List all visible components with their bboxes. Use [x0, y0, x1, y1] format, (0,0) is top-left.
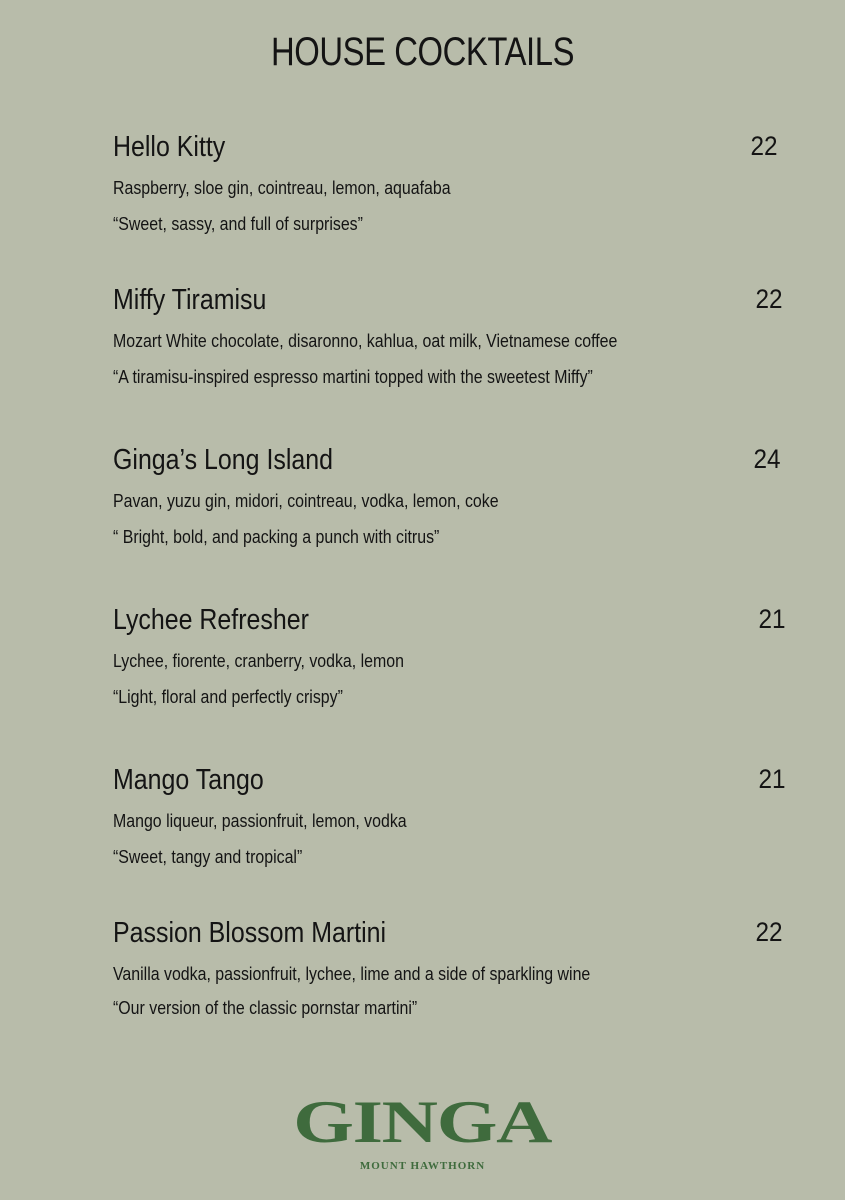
- item-name: Hello Kitty: [113, 131, 226, 163]
- item-name: Lychee Refresher: [113, 604, 309, 636]
- item-ingredients: Vanilla vodka, passionfruit, lychee, lime and a side of sparkling wine: [113, 963, 591, 984]
- item-tagline: “Light, floral and perfectly crispy”: [113, 686, 343, 707]
- item-tagline: “A tiramisu-inspired espresso martini topped with the sweetest Miffy”: [113, 366, 593, 387]
- item-tagline: “ Bright, bold, and packing a punch with citrus”: [113, 526, 440, 547]
- item-price: 22: [750, 131, 778, 161]
- item-tagline: “Sweet, tangy and tropical”: [113, 846, 303, 867]
- item-ingredients: Pavan, yuzu gin, midori, cointreau, vodka, lemon, coke: [113, 490, 499, 511]
- item-name: Mango Tango: [113, 764, 264, 796]
- item-ingredients: Raspberry, sloe gin, cointreau, lemon, aquafaba: [113, 177, 451, 198]
- item-name: Ginga’s Long Island: [113, 444, 334, 476]
- item-ingredients: Mango liqueur, passionfruit, lemon, vodka: [113, 810, 407, 831]
- item-name: Miffy Tiramisu: [113, 284, 267, 316]
- item-price: 21: [758, 604, 786, 634]
- item-name: Passion Blossom Martini: [113, 917, 387, 949]
- logo-location: MOUNT HAWTHORN: [359, 1160, 486, 1172]
- item-price: 22: [755, 917, 783, 947]
- logo-wordmark: GINGA: [293, 1089, 552, 1155]
- item-tagline: “Sweet, sassy, and full of surprises”: [113, 213, 363, 234]
- item-price: 24: [753, 444, 781, 474]
- item-tagline: “Our version of the classic pornstar martini”: [113, 997, 418, 1018]
- item-ingredients: Mozart White chocolate, disaronno, kahlua, oat milk, Vietnamese coffee: [113, 330, 618, 351]
- ginga-logo: [0, 1089, 845, 1172]
- item-price: 22: [755, 284, 783, 314]
- item-price: 21: [758, 764, 786, 794]
- item-ingredients: Lychee, fiorente, cranberry, vodka, lemon: [113, 650, 404, 671]
- page-title: HOUSE COCKTAILS: [270, 30, 575, 74]
